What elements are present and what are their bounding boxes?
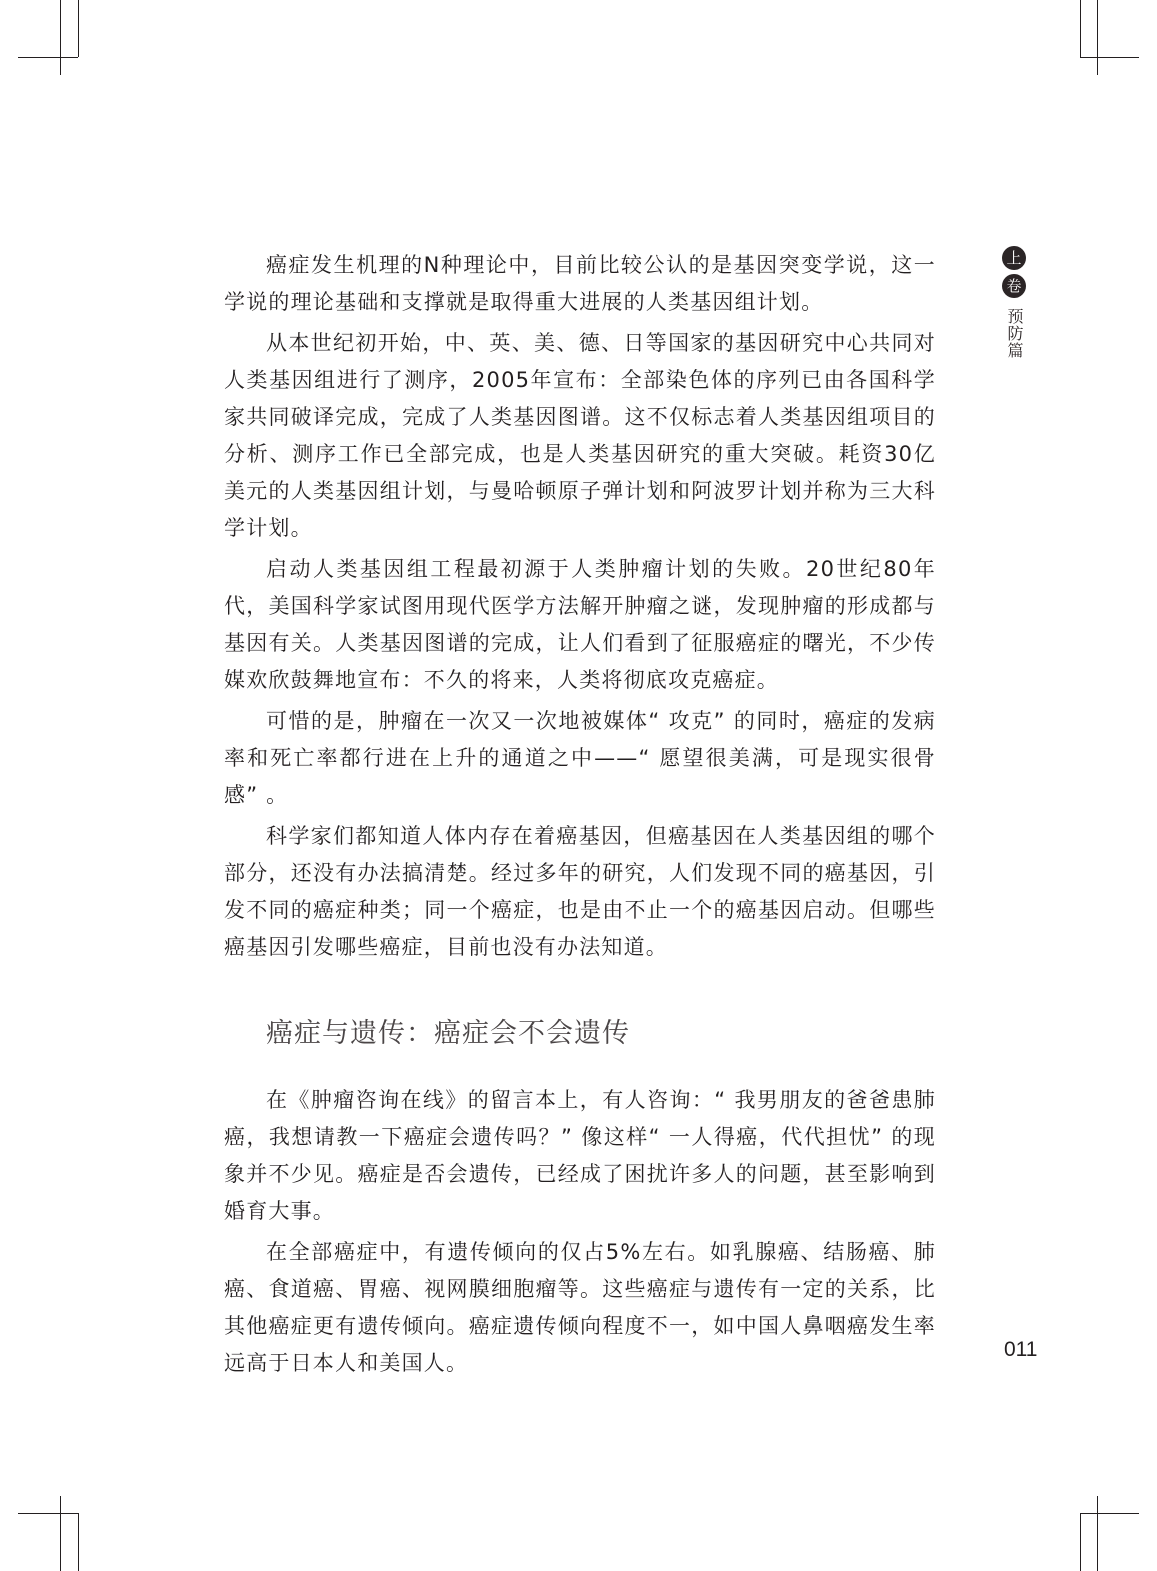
paragraph: 可惜的是，肿瘤在一次又一次地被媒体“ 攻克” 的同时，癌症的发病率和死亡率都行进在上升的通道之中——“ 愿望很美满，可是现实很骨感” 。 [224,709,936,807]
paragraph: 在《肿瘤咨询在线》的留言本上，有人咨询：“ 我男朋友的爸爸患肺癌，我想请教一下癌症会遗传吗？” 像这样“ 一人得癌，代代担忧” 的现象并不少见。癌症是否会遗传，已经成了困扰许多人的问题，甚至影响到婚育大事。 [224,1088,936,1223]
paragraph: 科学家们都知道人体内存在着癌基因，但癌基因在人类基因组的哪个部分，还没有办法搞清楚。经过多年的研究，人们发现不同的癌基因，引发不同的癌症种类；同一个癌症，也是由不止一个的癌基因启动。但哪些癌基因引发哪些癌症，目前也没有办法知道。 [224,824,936,959]
paragraph: 癌症发生机理的N种理论中，目前比较公认的是基因突变学说，这一学说的理论基础和支撑就是取得重大进展的人类基因组计划。 [224,253,936,314]
section-label: 预防篇 [1005,308,1024,359]
volume-badge-bottom: 卷 [1002,274,1026,298]
paragraph: 启动人类基因组工程最初源于人类肿瘤计划的失败。20世纪80年代，美国科学家试图用现代医学方法解开肿瘤之谜，发现肿瘤的形成都与基因有关。人类基因图谱的完成，让人们看到了征服癌症的曙光，不少传媒欢欣鼓舞地宣布：不久的将来，人类将彻底攻克癌症。 [224,557,936,692]
section-heading: 癌症与遗传：癌症会不会遗传 [266,1018,630,1049]
page-number: 011 [1004,1338,1038,1361]
page-body [224,247,936,1386]
volume-badge-top: 上 [1002,246,1026,270]
paragraph: 从本世纪初开始，中、英、美、德、日等国家的基因研究中心共同对人类基因组进行了测序，2005年宣布：全部染色体的序列已由各国科学家共同破译完成，完成了人类基因图谱。这不仅标志着人类基因组项目的分析、测序工作已全部完成，也是人类基因研究的重大突破。耗资30亿美元的人类基因组计划，与曼哈顿原子弹计划和阿波罗计划并称为三大科学计划。 [224,331,936,540]
volume-side-tab [1001,246,1027,359]
paragraph: 在全部癌症中，有遗传倾向的仅占5%左右。如乳腺癌、结肠癌、肺癌、食道癌、胃癌、视网膜细胞瘤等。这些癌症与遗传有一定的关系，比其他癌症更有遗传倾向。癌症遗传倾向程度不一，如中国人鼻咽癌发生率远高于日本人和美国人。 [224,1240,936,1375]
